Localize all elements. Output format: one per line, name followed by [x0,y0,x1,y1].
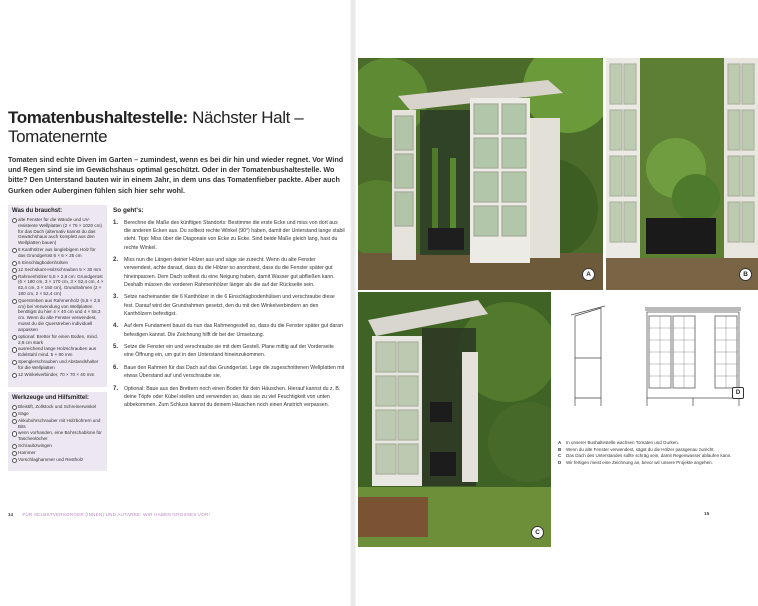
tool-item [12,457,104,463]
material-item-text: alte Fenster für die Wände und UV-resistente Wellplatten (2 × 75 × 1020 cm) für das Dach (alternativ kannst du das Gewächshaus auch komplett aus den Wellplatten bauen) [18,217,102,246]
tools-list [8,404,107,463]
caption-text: Das Dach des Unterstandes sollte schräg sein, damit Regenwasser ablaufen kann. [566,453,732,459]
page-number-right: 15 [704,512,710,517]
checkbox-circle-icon [12,347,17,352]
step-text: Miss nun die Längen deiner Hölzer aus und säge sie zurecht. Wenn du alte Fenster verwendest, achte darauf, dass du die Hölzer so anordnest, dass du die Fenster später gut hineinpassen. Dem Dach solltest du eine Neigung haben, damit Wasser gut abfließen kann. Deshalb müssen die vorderen Rahmenhölzer länger als die auf der Rückseite sein. [124,257,335,288]
steps-heading: So geht's: [113,207,144,214]
caption-item [558,447,748,453]
caption-text: In unserer Bushaltestelle wachsen Tomaten und Gurken. [566,440,679,445]
step-number: 3. [113,294,119,301]
photo-captions [558,440,748,466]
checkbox-circle-icon [12,248,17,253]
step-item [113,219,345,252]
caption-label: A [558,440,562,445]
title-bold: Tomatenbushaltestelle: [8,108,188,127]
caption-text: Wenn du alte Fenster verwendest, sägst du die Hölzer passgenau zurecht. [566,446,715,452]
material-item [12,217,104,246]
step-number: 6. [113,365,119,371]
material-item [12,267,104,273]
step-item [113,256,345,289]
step-item [113,385,345,410]
checkbox-circle-icon [12,299,17,304]
intro-paragraph: Tomaten sind echte Diven im Garten – zumindest, wenn es bei dir hin und wieder regnet. Vor Wind und Regen sind sie im Gewächshaus optimal geschützt. Oder in der Tomatenbushaltestelle. Wo bitte? Den Unterstand bauten wir in einem Jahr, in dem uns das Tomatenfieber packte. Aber auch Gurken oder Auberginen fühlen sich hier sehr wohl. [8,155,344,195]
material-item [12,247,104,259]
caption-text: Wir fertigen meist eine Zeichnung an, bevor wir unsere Projekte angehen. [566,459,713,465]
checkbox-circle-icon [12,412,17,417]
tool-item-text: Akkubohrschrauber mit Holzbohrern und Bits [18,417,101,429]
page-title [8,108,308,146]
step-number: 7. [113,385,119,392]
material-item [12,260,104,266]
material-item-text: Spenglerschrauben und Abstandshalter für die Wellplatten [18,359,99,370]
checkbox-circle-icon [12,373,17,378]
tool-item-text: Vorschlaghammer und Restholz [18,456,84,462]
checkbox-circle-icon [12,444,17,449]
photo-badge-c: C [531,526,544,539]
tool-item-text: Hammer [18,450,36,456]
checkbox-circle-icon [12,335,17,340]
step-text: Optional: Baue aus den Brettern noch einen Boden für dein Häuschen. Hierauf kannst du z. B. deine Töpfe oder Kübel stellen und verwenden so, dass sie zu viel Feuchtigkeit von unten abbekommen. Zum Schluss kannst du deinem Häuschen noch einen Anstrich verpassen. [124,385,341,409]
photo-a-greenhouse [358,58,603,290]
checkbox-circle-icon [12,360,17,365]
step-item [113,293,345,318]
material-item [12,359,104,371]
caption-item [558,453,748,459]
materials-list [8,217,107,378]
step-number: 4. [113,323,119,330]
checkbox-circle-icon [12,431,17,436]
photo-badge-a: A [582,268,595,281]
tools-heading: Werkzeuge und Hilfsmittel: [12,395,89,401]
tool-item-text: wenn vorhanden, eine Bohrschablone für Taschenlöcher [18,430,102,442]
checkbox-circle-icon [12,218,17,223]
checkbox-circle-icon [12,405,17,410]
checkbox-circle-icon [12,451,17,456]
tool-item-text: Schraubzwingen [18,443,52,449]
step-text: Baue den Rahmen für das Dach auf das Grundgerüst. Lege die zugeschnittenen Wellplatten mit etwas Überstand auf und verschraube sie. [124,365,345,380]
caption-item [558,440,748,446]
checkbox-circle-icon [12,268,17,273]
tool-item [12,404,104,410]
checkbox-circle-icon [12,419,17,424]
title-light: Nächster Halt – Tomatenernte [8,108,304,146]
material-item [12,274,104,297]
tool-item [12,411,104,417]
step-number: 1. [113,220,119,226]
construction-drawing [565,298,755,410]
photo-badge-b: B [739,268,752,281]
tool-item-text: Bleistift, Zollstock und Schreinerwinkel [18,404,97,409]
tools-box [8,392,107,471]
tool-item-text: Säge [18,410,29,416]
book-gutter [350,0,356,606]
material-item-text: Rahmenhölzer 5,8 × 2,8 cm: Grundgerüst (6 × 180 cm, 3 × 170 cm, 3 × 52,4 cm, 4 × 62,4 cm, 3 × 150 cm), Grundrahmen (2 × 180 cm, 2 × 52,4 cm) [18,273,104,296]
material-item-text: 6 Kanthölzer aus langlebigem Holz für das Grundgerüst 6 × 6 × 25 cm [18,247,96,258]
material-item [12,298,104,333]
material-item-text: Querstreben aus Rahmenholz (5,8 × 2,8 cm) bei Verwendung von Wellplatten benötigst du hier 4 × 40 cm und 4 × 58,3 cm. Wenn du alte Fenster verwendest, musst du die Querstreben individuell anpassen [18,297,101,332]
checkbox-circle-icon [12,275,17,280]
page-number-left: 14 [8,512,14,517]
caption-item [558,460,748,466]
tool-item [12,443,104,449]
materials-box [8,205,107,387]
caption-label: B [558,446,562,452]
material-item [12,346,104,358]
step-number: 5. [113,344,119,351]
caption-label: D [558,459,562,465]
tool-item [12,418,104,430]
step-item [113,343,345,359]
caption-label: C [558,453,562,459]
checkbox-circle-icon [12,261,17,266]
material-item-text: 12 Sechskant-Holzschrauben 5 × 30 mm [18,266,102,272]
step-number: 2. [113,257,119,264]
footer-left [8,512,210,517]
photo-c-greenhouse-front [358,292,551,547]
photo-b-greenhouse-detail [606,58,758,290]
material-item-text: 6 Einschlagbodenhülsen [18,259,69,265]
step-text: Berechne die Maße des künftigen Standorts: Bestimme die erste Ecke und miss von dort aus die anderen Ecken aus. Du solltest rechte Winkel (90°) haben, damit der Unterstand lange stabil steht. Tipp: Miss über die Diagonale von Ecke zu Ecke. Sind beide Maße gleich lang, hast du rechte Winkel. [124,220,345,251]
material-item [12,334,104,346]
tool-item [12,450,104,456]
material-item-text: ausreichend lange Holzschrauben aus Edelstahl mind. 5 × 80 mm [18,346,97,358]
steps-list [113,219,345,414]
materials-heading: Was du brauchst: [12,208,63,214]
material-item-text: optional: Bretter für einen Boden, mind. 2,8 cm stark [18,333,98,345]
step-text: Setze nacheinander die 6 Kanthölzer in die 6 Einschlagbodenhülsen und verschraube diese fest. Darauf wird der Grundrahmen gesetzt, den du mit den Winkelverbindern an den Kanthölzern befestigst. [124,294,335,317]
step-text: Auf dem Fundament baust du nun das Rahmengestell so, dass du die Fenster später gut daran befestigen kannst. Die Zeichnung hilft dir bei der Umsetzung. [124,323,343,338]
tool-item [12,430,104,442]
step-item [113,364,345,380]
step-item [113,322,345,338]
running-title: FÜR SELBSTVERSORGER (INNEN) UND AUTARKE: WIR HABEN GROSSES VOR! [22,512,211,517]
material-item-text: 12 Winkelverbinder, 70 × 70 × 40 mm [18,371,95,377]
material-item [12,372,104,378]
checkbox-circle-icon [12,458,17,463]
step-text: Setze die Fenster ein und verschraube sie mit dem Gestell. Plane mittig auf der Vorderseite eine Öffnung ein, um gut in den Unterstand hineinzukommen. [124,344,334,359]
drawing-badge-d: D [732,387,744,399]
